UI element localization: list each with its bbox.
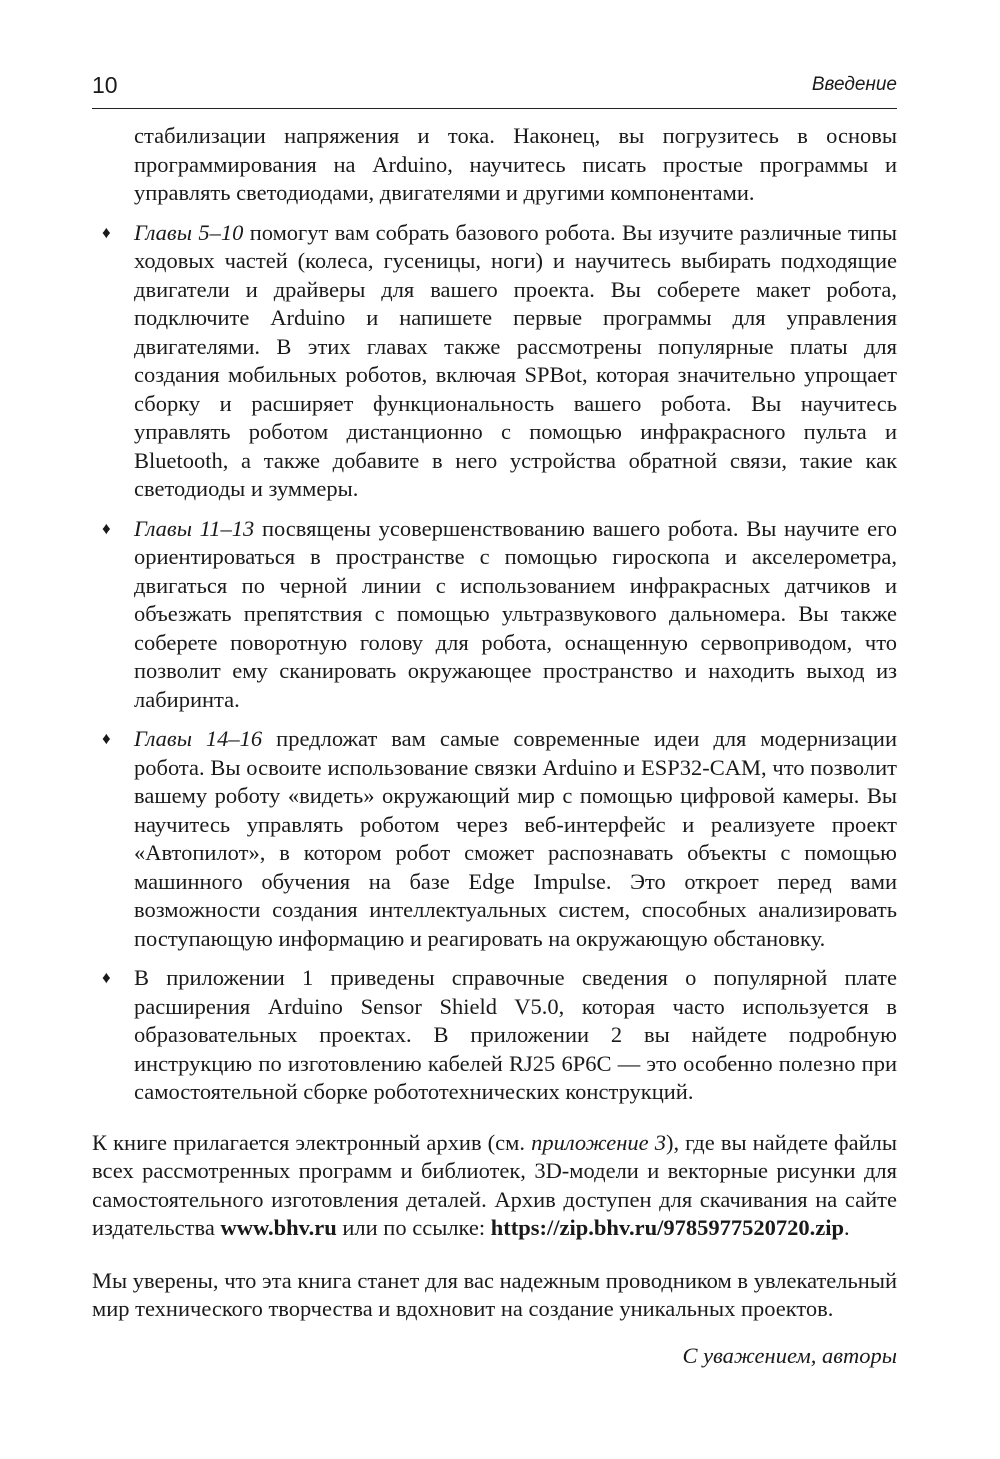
list-item-lead: Главы 14–16 <box>134 726 263 751</box>
archive-text-2: ), где вы найдете файлы всех рассмотренных программ и библиотек, 3D-модели и векторные рисунки для самостоятельного изготовления деталей. Архив доступен для скачивания на сайте издательства <box>92 1129 898 1240</box>
list-item-text: предложат вам самые современные идеи для модернизации робота. Вы освоите использование связки Arduino и ESP32-CAM, что позволит вашему роботу «видеть» окружающий мир с помощью цифровой камеры. Вы научитесь управлять роботом через веб-интерфейс и реализуете проект «Автопилот», в котором робот сможет распознавать объекты с помощью машинного обучения на базе Edge Impulse. Это откроет перед вами возможности создания интеллектуальных систем, способных анализировать поступающую информацию и реагировать на окружающую обстановку. <box>134 726 897 951</box>
appendix-reference: приложение 3 <box>531 1129 666 1155</box>
list-item-lead: Главы 5–10 <box>134 219 244 245</box>
diamond-bullet-icon: ♦ <box>102 222 111 242</box>
list-item-chapters-11-13 <box>92 515 897 715</box>
running-head: Введение <box>811 74 897 95</box>
page-number: 10 <box>92 72 118 98</box>
archive-paragraph <box>92 1129 897 1243</box>
page-body <box>92 122 897 1393</box>
list-item-text: помогут вам собрать базового робота. Вы изучите различные типы ходовых частей (колеса, гусеницы, ноги) и научитесь выбирать подходящие двигатели и драйверы для вашего проекта. Вы соберете макет робота, подключите Arduino и напишете первые программы для управления двигателями. В этих главах также рассмотрены популярные платы для создания мобильных роботов, включая SPBot, которая значительно упрощает сборку и расширяет функциональность вашего робота. Вы научитесь управлять роботом дистанционно с помощью инфракрасного пульта и Bluetooth, а также добавите в него устройства обратной связи, такие как светодиоды и зуммеры. <box>134 219 897 501</box>
page-header <box>92 68 897 109</box>
signature: С уважением, авторы <box>682 1342 897 1368</box>
chapter-list <box>92 219 897 1107</box>
list-item-appendices <box>92 964 897 1107</box>
list-item-text: В приложении 1 приведены справочные сведения о популярной плате расширения Arduino Sensor Shield V5.0, которая часто используется в образовательных проектах. В приложении 2 вы найдете подробную инструкцию по изготовлению кабелей RJ25 6P6C — это особенно полезно при самостоятельной сборке робототехнических конструкций. <box>134 965 897 1104</box>
list-item-text: посвящены усовершенствованию вашего робота. Вы научите его ориентироваться в пространстве с помощью гироскопа и акселерометра, двигаться по черной линии с использованием инфракрасных датчиков и объезжать препятствия с помощью ультразвукового дальномера. Вы также соберете поворотную голову для робота, оснащенную сервоприводом, что позволит ему сканировать окружающее пространство и находить выход из лабиринта. <box>134 515 897 712</box>
publisher-site-link[interactable]: www.bhv.ru <box>220 1215 337 1240</box>
closing-paragraph: Мы уверены, что эта книга станет для вас надежным проводником в увлекательный мир технического творчества и вдохновит на создание уникальных проектов. <box>92 1267 897 1321</box>
archive-text-4: . <box>843 1215 850 1240</box>
archive-download-link[interactable]: https://zip.bhv.ru/9785977520720.zip <box>490 1215 844 1240</box>
archive-text-3: или по ссылке: <box>336 1215 491 1240</box>
diamond-bullet-icon: ♦ <box>102 518 111 538</box>
diamond-bullet-icon: ♦ <box>102 968 111 987</box>
list-item-chapters-14-16 <box>92 725 897 953</box>
continuation-paragraph: стабилизации напряжения и тока. Наконец, вы погрузитесь в основы программирования на Arduino, научитесь писать простые программы и управлять светодиодами, двигателями и другими компонентами. <box>134 123 897 205</box>
archive-text-1: К книге прилагается электронный архив (см. <box>92 1129 532 1155</box>
list-item-lead: Главы 11–13 <box>134 515 255 541</box>
diamond-bullet-icon: ♦ <box>102 729 111 748</box>
list-item-chapters-5-10 <box>92 219 897 504</box>
